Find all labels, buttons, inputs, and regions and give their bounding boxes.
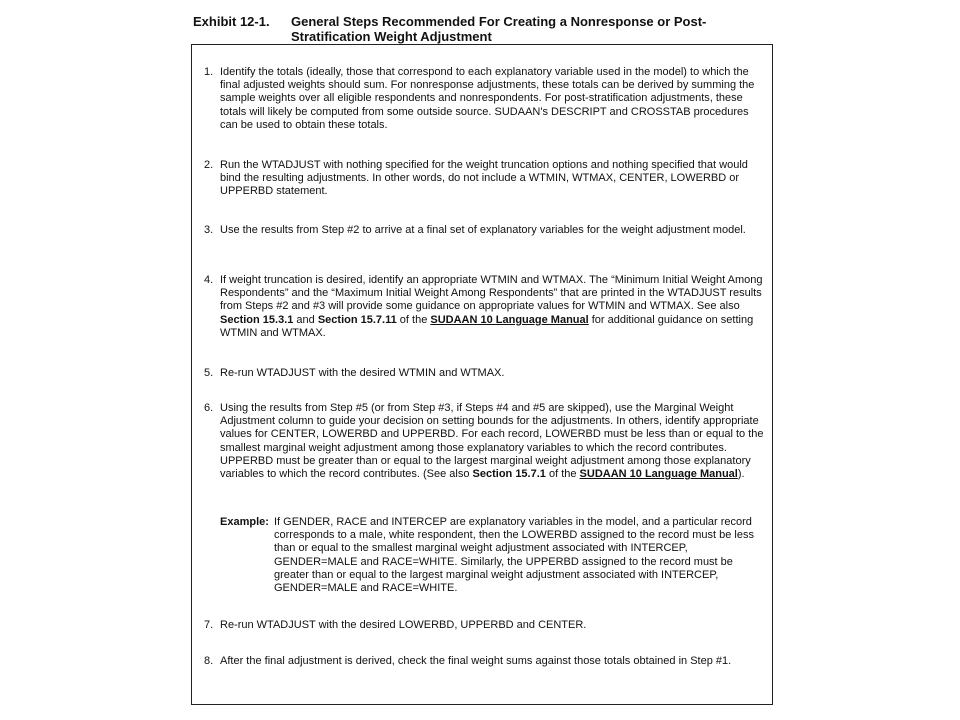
example-text: If GENDER, RACE and INTERCEP are explanatory variables in the model, and a particular record corresponds to a male, white respondent, then the LOWERBD assigned to the record must be less than or equal to the smallest marginal weight adjustment associated with INTERCEP, GENDER=MALE and RACE=WHITE. Similarly, the UPPERBD assigned to the record must be greater than or equal to the largest marginal weight adjustment associated with INTERCEP, GENDER=MALE and RACE=WHITE. — [274, 516, 754, 595]
section-ref: Section 15.3.1 — [220, 313, 294, 326]
manual-link[interactable]: SUDAAN 10 Language Manual — [579, 468, 738, 481]
exhibit-label: Exhibit 12-1. — [193, 14, 270, 29]
section-ref: Section 15.7.1 — [472, 468, 546, 481]
step-number: 4. — [204, 274, 214, 286]
step-text: Re-run WTADJUST with the desired LOWERBD, UPPERBD and CENTER. — [220, 619, 587, 631]
step-number: 2. — [204, 159, 214, 171]
section-ref: Section 15.7.11 — [317, 313, 397, 326]
step-number: 3. — [204, 224, 214, 236]
step-text: Re-run WTADJUST with the desired WTMIN and WTMAX. — [220, 367, 505, 379]
step-number: 8. — [204, 655, 214, 667]
step-number: 5. — [204, 367, 214, 379]
step-number: 6. — [204, 402, 214, 414]
step-text: Using the results from Step #5 (or from Step #3, if Steps #4 and #5 are skipped), use the Marginal Weight Adjustment column to guide your decision on setting bounds for the adjustments. In others, identify appropriate values for CENTER, LOWERBD and UPPERBD. For each record, LOWERBD must be less than or equal to the smallest marginal weight adjustment among those explanatory variables to which the record contributes. UPPERBD must be greater than or equal to the largest marginal weight adjustment among those explanatory variables to which the record contributes. (See also Section 15.7.1 of the SUDAAN 10 Language Manual). — [220, 402, 764, 481]
step-text: Run the WTADJUST with nothing specified for the weight truncation options and nothing specified that would bind the resulting adjustments. In other words, do not include a WTMIN, WTMAX, CENTER, LOWERBD or UPPERBD statement. — [220, 159, 748, 198]
step-text: Identify the totals (ideally, those that correspond to each explanatory variable used in the model) to which the final adjusted weights should sum. For nonresponse adjustments, these totals can be derived by summing the sample weights over all eligible respondents and nonrespondents. For post-stratification adjustments, these totals will likely be computed from some outside source. SUDAAN's DESCRIPT and CROSSTAB procedures can be used to obtain these totals. — [220, 66, 755, 131]
step-text: Use the results from Step #2 to arrive at a final set of explanatory variables for the weight adjustment model. — [220, 224, 746, 236]
step-number: 1. — [204, 66, 214, 78]
example-label: Example: — [220, 516, 269, 528]
exhibit-title: General Steps Recommended For Creating a Nonresponse or Post-Stratification Weight Adjustment — [291, 14, 707, 44]
manual-link[interactable]: SUDAAN 10 Language Manual — [430, 313, 589, 326]
step-text: If weight truncation is desired, identify an appropriate WTMIN and WTMAX. The “Minimum Initial Weight Among Respondents” and the “Maximum Initial Weight Among Respondents” that are printed in the WTADJUST results from Steps #2 and #3 will provide some guidance on appropriate values for WTMIN and WTMAX. See also Section 15.3.1 and Section 15.7.11 of the SUDAAN 10 Language Manual for additional guidance on setting WTMIN and WTMAX. — [220, 274, 763, 339]
step-number: 7. — [204, 619, 214, 631]
steps-box — [191, 44, 773, 705]
step-text: After the final adjustment is derived, check the final weight sums against those totals obtained in Step #1. — [220, 655, 732, 667]
